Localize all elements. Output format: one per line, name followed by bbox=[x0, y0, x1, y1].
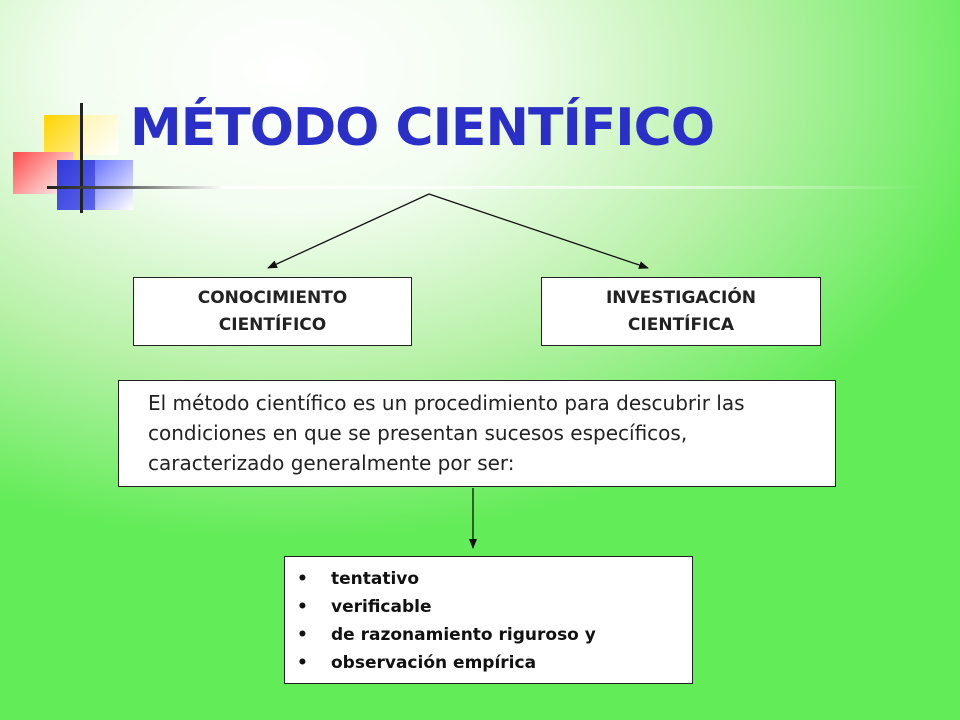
definition-text: El método científico es un procedimiento para descubrir las condiciones en que se presentan sucesos específicos, caracterizado generalmente por ser: bbox=[148, 391, 745, 475]
investigacion-cientifica-box: INVESTIGACIÓN CIENTÍFICA bbox=[541, 277, 821, 346]
characteristics-box bbox=[284, 556, 693, 684]
characteristic-text: de razonamiento riguroso y bbox=[331, 625, 596, 645]
characteristic-item bbox=[297, 649, 692, 677]
characteristic-item bbox=[297, 621, 692, 649]
definition-box bbox=[118, 380, 836, 487]
conocimiento-cientifico-box: CONOCIMIENTO CIENTÍFICO bbox=[133, 277, 412, 346]
characteristics-list bbox=[297, 565, 692, 677]
bullet-marker: • bbox=[297, 653, 308, 673]
slide-title: MÉTODO CIENTÍFICO bbox=[130, 98, 715, 158]
characteristic-text: observación empírica bbox=[331, 653, 537, 673]
characteristic-item bbox=[297, 565, 692, 593]
characteristic-text: tentativo bbox=[331, 569, 420, 589]
bullet-marker: • bbox=[297, 597, 308, 617]
bullet-marker: • bbox=[297, 625, 308, 645]
characteristic-item bbox=[297, 593, 692, 621]
arrow-to-conocimiento bbox=[268, 194, 429, 268]
bullet-marker: • bbox=[297, 569, 308, 589]
arrow-to-investigacion bbox=[429, 194, 648, 268]
characteristic-text: verificable bbox=[331, 597, 432, 617]
